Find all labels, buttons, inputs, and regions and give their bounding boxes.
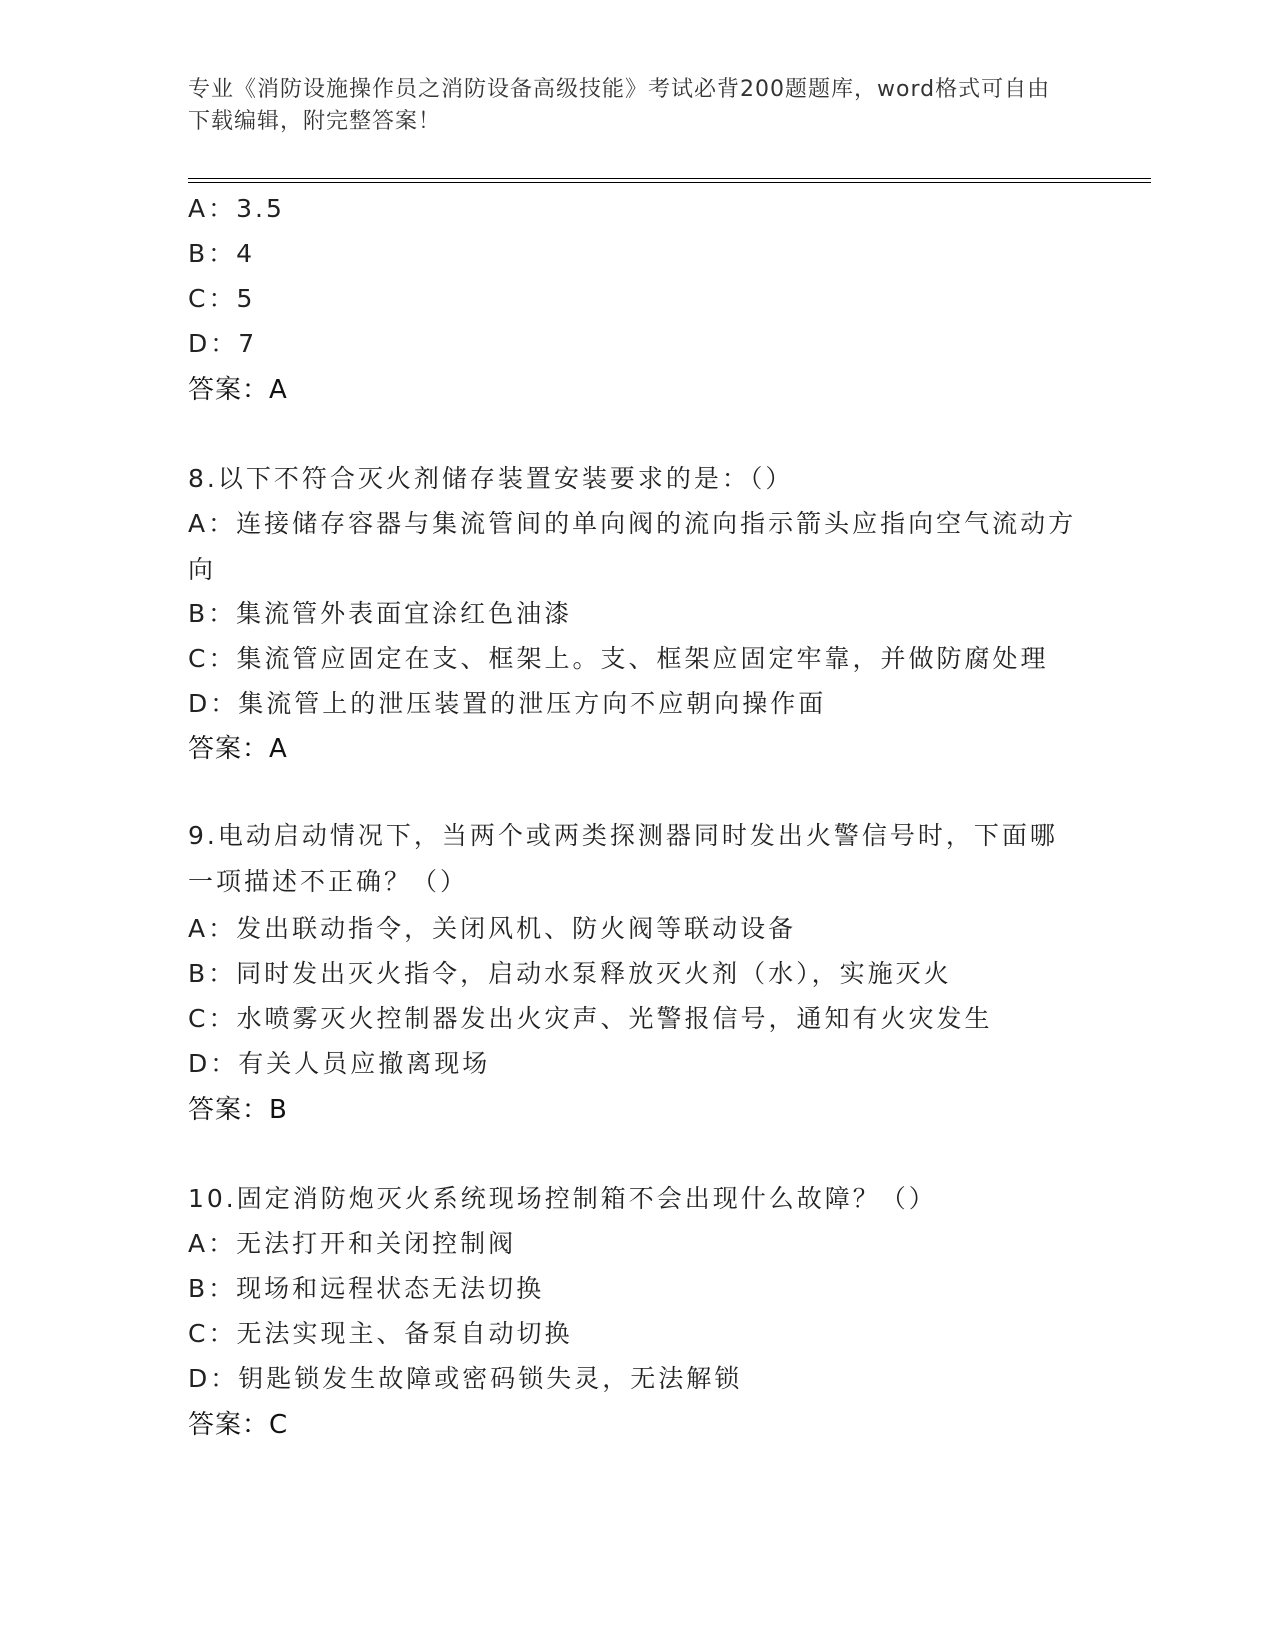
document-header: 专业《消防设施操作员之消防设备高级技能》考试必背200题题库，word格式可自由下载编辑，附完整答案！ (188, 77, 1051, 134)
q7-answer: 答案：A (188, 375, 288, 405)
q9-answer: 答案：B (188, 1095, 288, 1125)
q10-answer: 答案：C (188, 1410, 289, 1440)
q9-option-b: B：同时发出灭火指令，启动水泵释放灭火剂（水），实施灭火 (188, 959, 952, 988)
header-rule-top (188, 178, 1151, 179)
q8-option-a: A：连接储存容器与集流管间的单向阀的流向指示箭头应指向空气流动方向 (188, 509, 1077, 584)
q10-option-b: B：现场和远程状态无法切换 (188, 1274, 545, 1303)
q10-option-c: C：无法实现主、备泵自动切换 (188, 1319, 573, 1348)
q8-option-c: C：集流管应固定在支、框架上。支、框架应固定牢靠，并做防腐处理 (188, 644, 1049, 673)
q8-option-b: B：集流管外表面宜涂红色油漆 (188, 599, 573, 628)
q8-question: 8.以下不符合灭火剂储存装置安装要求的是：（） (188, 464, 794, 493)
header-rule-bottom (188, 182, 1151, 183)
q9-option-d: D：有关人员应撤离现场 (188, 1049, 491, 1078)
q10-option-d: D：钥匙锁发生故障或密码锁失灵，无法解锁 (188, 1364, 743, 1393)
q8-answer: 答案：A (188, 734, 288, 764)
q9-question: 9.电动启动情况下，当两个或两类探测器同时发出火警信号时，下面哪一项描述不正确？（） (188, 821, 1058, 896)
q9-option-c: C：水喷雾灭火控制器发出火灾声、光警报信号，通知有火灾发生 (188, 1004, 993, 1033)
q8-option-d: D：集流管上的泄压装置的泄压方向不应朝向操作面 (188, 689, 827, 718)
q7-option-b: B：4 (188, 239, 256, 268)
q7-option-a: A：3.5 (188, 194, 285, 223)
q10-question: 10.固定消防炮灭火系统现场控制箱不会出现什么故障？（） (188, 1184, 937, 1213)
q9-option-a: A：发出联动指令，关闭风机、防火阀等联动设备 (188, 914, 797, 943)
q7-option-d: D：7 (188, 329, 258, 358)
q7-option-c: C：5 (188, 284, 256, 313)
q10-option-a: A：无法打开和关闭控制阀 (188, 1229, 517, 1258)
